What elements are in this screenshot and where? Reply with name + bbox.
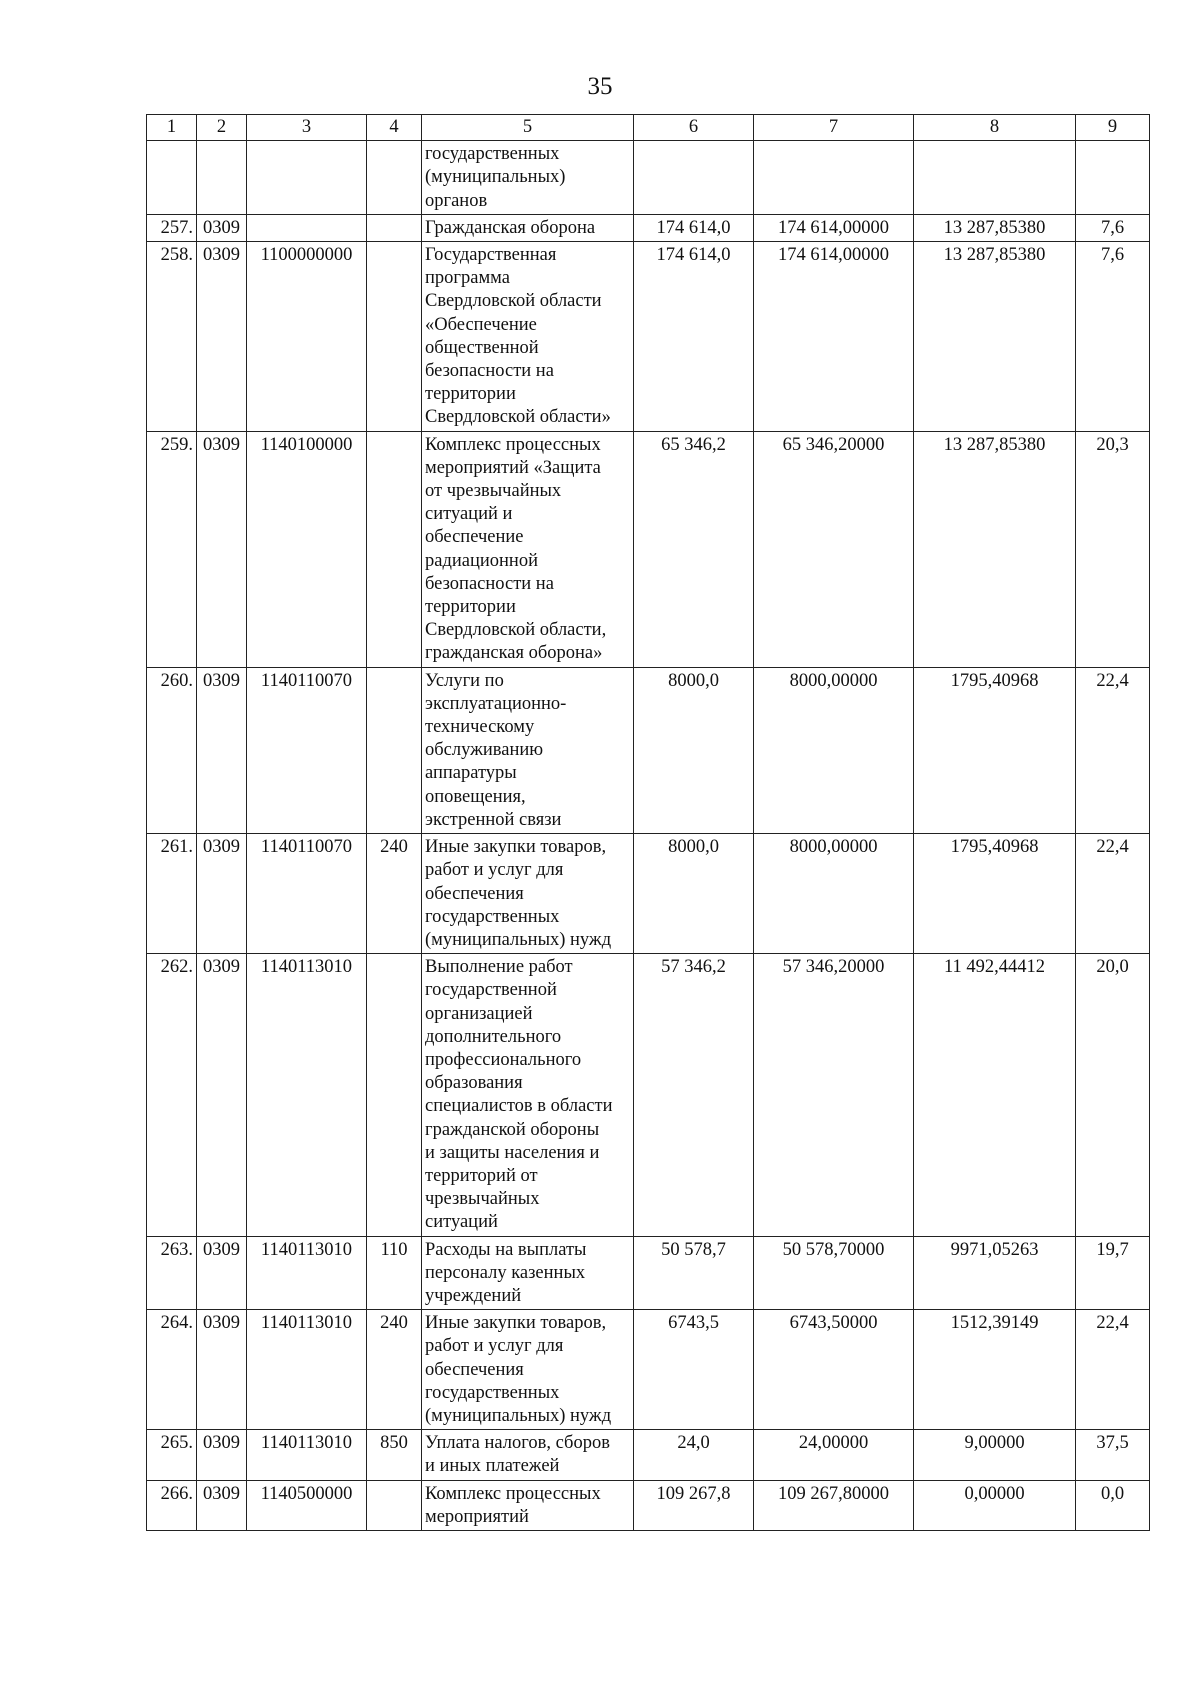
- section-code-cell: 0309: [197, 214, 247, 241]
- table-row: [147, 834, 1150, 954]
- target-code-cell: 1140500000: [247, 1480, 367, 1530]
- plan-amount-cell: 6743,5: [634, 1310, 754, 1430]
- table-row: [147, 141, 1150, 215]
- item-name-line: Свердловской области»: [425, 407, 611, 428]
- item-name-line: (муниципальных): [425, 167, 566, 188]
- percent-cell: [1076, 141, 1150, 215]
- item-name-line: органов: [425, 190, 488, 211]
- table-row: [147, 242, 1150, 432]
- row-number-cell: 258.: [147, 242, 197, 432]
- item-name-line: обеспечения: [425, 1359, 524, 1380]
- target-code-cell: [247, 214, 367, 241]
- item-name-cell: [422, 1310, 634, 1430]
- item-name-line: ситуаций и: [425, 504, 513, 525]
- item-name-line: организацией: [425, 1003, 533, 1024]
- row-number-cell: 264.: [147, 1310, 197, 1430]
- row-number-cell: 262.: [147, 954, 197, 1236]
- percent-cell: 22,4: [1076, 1310, 1150, 1430]
- executed-amount-cell: 1512,39149: [914, 1310, 1076, 1430]
- executed-amount-cell: 9971,05263: [914, 1236, 1076, 1310]
- row-number-cell: 263.: [147, 1236, 197, 1310]
- item-name-line: Уплата налогов, сборов: [425, 1433, 610, 1454]
- table-row: [147, 667, 1150, 833]
- percent-cell: 7,6: [1076, 242, 1150, 432]
- header-cell: 1: [147, 115, 197, 141]
- plan-amount-cell: 24,0: [634, 1430, 754, 1480]
- expense-type-cell: [367, 954, 422, 1236]
- plan-amount-cell: 65 346,2: [634, 431, 754, 667]
- item-name-line: Иные закупки товаров,: [425, 1313, 607, 1334]
- section-code-cell: 0309: [197, 431, 247, 667]
- item-name-line: государственной: [425, 980, 557, 1001]
- target-code-cell: 1140113010: [247, 1430, 367, 1480]
- item-name-line: учреждений: [425, 1285, 522, 1306]
- item-name-cell: [422, 1236, 634, 1310]
- item-name-line: гражданская оборона»: [425, 643, 603, 664]
- target-code-cell: 1140110070: [247, 667, 367, 833]
- item-name-cell: [422, 141, 634, 215]
- header-cell: 9: [1076, 115, 1150, 141]
- section-code-cell: 0309: [197, 1480, 247, 1530]
- expense-type-cell: [367, 141, 422, 215]
- row-number-cell: 259.: [147, 431, 197, 667]
- item-name-cell: [422, 1430, 634, 1480]
- item-name-line: персоналу казенных: [425, 1262, 586, 1283]
- expense-type-cell: 240: [367, 834, 422, 954]
- percent-cell: 37,5: [1076, 1430, 1150, 1480]
- item-name-line: мероприятий: [425, 1506, 529, 1527]
- header-cell: 4: [367, 115, 422, 141]
- item-name-line: Выполнение работ: [425, 957, 573, 978]
- percent-cell: 19,7: [1076, 1236, 1150, 1310]
- item-name-line: обеспечение: [425, 527, 524, 548]
- item-name-line: образования: [425, 1073, 523, 1094]
- item-name-line: безопасности на: [425, 361, 554, 382]
- executed-amount-cell: 9,00000: [914, 1430, 1076, 1480]
- item-name-line: оповещения,: [425, 786, 526, 807]
- item-name-line: работ и услуг для: [425, 860, 564, 881]
- item-name-line: государственных: [425, 906, 560, 927]
- percent-cell: 22,4: [1076, 834, 1150, 954]
- plan-precise-amount-cell: 6743,50000: [754, 1310, 914, 1430]
- table-row: [147, 1430, 1150, 1480]
- item-name-line: и иных платежей: [425, 1456, 560, 1477]
- table-row: [147, 1310, 1150, 1430]
- item-name-cell: [422, 834, 634, 954]
- item-name-line: (муниципальных) нужд: [425, 1405, 612, 1426]
- table-row: [147, 214, 1150, 241]
- plan-amount-cell: [634, 141, 754, 215]
- section-code-cell: 0309: [197, 667, 247, 833]
- expense-type-cell: 850: [367, 1430, 422, 1480]
- expense-type-cell: [367, 431, 422, 667]
- expense-type-cell: [367, 242, 422, 432]
- item-name-cell: [422, 667, 634, 833]
- item-name-line: эксплуатационно-: [425, 693, 567, 714]
- header-cell: 6: [634, 115, 754, 141]
- executed-amount-cell: 13 287,85380: [914, 242, 1076, 432]
- section-code-cell: 0309: [197, 1430, 247, 1480]
- executed-amount-cell: 1795,40968: [914, 834, 1076, 954]
- plan-amount-cell: 8000,0: [634, 834, 754, 954]
- item-name-line: Гражданская оборона: [425, 217, 596, 238]
- section-code-cell: 0309: [197, 954, 247, 1236]
- row-number-cell: 260.: [147, 667, 197, 833]
- expense-type-cell: 240: [367, 1310, 422, 1430]
- row-number-cell: 257.: [147, 214, 197, 241]
- item-name-line: Государственная: [425, 245, 557, 266]
- target-code-cell: 1100000000: [247, 242, 367, 432]
- plan-precise-amount-cell: 109 267,80000: [754, 1480, 914, 1530]
- percent-cell: 22,4: [1076, 667, 1150, 833]
- item-name-line: общественной: [425, 337, 539, 358]
- item-name-cell: [422, 1480, 634, 1530]
- row-number-cell: 261.: [147, 834, 197, 954]
- section-code-cell: 0309: [197, 1236, 247, 1310]
- expense-type-cell: [367, 667, 422, 833]
- header-cell: 3: [247, 115, 367, 141]
- row-number-cell: [147, 141, 197, 215]
- item-name-line: специалистов в области: [425, 1096, 613, 1117]
- target-code-cell: 1140113010: [247, 1310, 367, 1430]
- item-name-line: Расходы на выплаты: [425, 1239, 587, 1260]
- item-name-line: (муниципальных) нужд: [425, 929, 612, 950]
- executed-amount-cell: 11 492,44412: [914, 954, 1076, 1236]
- plan-amount-cell: 109 267,8: [634, 1480, 754, 1530]
- plan-precise-amount-cell: [754, 141, 914, 215]
- plan-precise-amount-cell: 8000,00000: [754, 834, 914, 954]
- target-code-cell: 1140113010: [247, 1236, 367, 1310]
- row-number-cell: 266.: [147, 1480, 197, 1530]
- item-name-line: Комплекс процессных: [425, 434, 601, 455]
- percent-cell: 20,0: [1076, 954, 1150, 1236]
- item-name-line: дополнительного: [425, 1026, 562, 1047]
- table-row: [147, 954, 1150, 1236]
- item-name-line: Комплекс процессных: [425, 1483, 601, 1504]
- item-name-cell: [422, 214, 634, 241]
- target-code-cell: [247, 141, 367, 215]
- item-name-cell: [422, 242, 634, 432]
- plan-amount-cell: 57 346,2: [634, 954, 754, 1236]
- item-name-line: обслуживанию: [425, 740, 544, 761]
- table-row: [147, 1236, 1150, 1310]
- executed-amount-cell: [914, 141, 1076, 215]
- section-code-cell: 0309: [197, 242, 247, 432]
- executed-amount-cell: 13 287,85380: [914, 431, 1076, 667]
- item-name-line: государственных: [425, 144, 560, 165]
- item-name-line: гражданской обороны: [425, 1119, 600, 1140]
- percent-cell: 20,3: [1076, 431, 1150, 667]
- percent-cell: 7,6: [1076, 214, 1150, 241]
- plan-precise-amount-cell: 65 346,20000: [754, 431, 914, 667]
- item-name-line: ситуаций: [425, 1212, 498, 1233]
- item-name-line: государственных: [425, 1382, 560, 1403]
- item-name-line: мероприятий «Защита: [425, 457, 601, 478]
- item-name-line: экстренной связи: [425, 809, 562, 830]
- row-number-cell: 265.: [147, 1430, 197, 1480]
- item-name-line: и защиты населения и: [425, 1142, 600, 1163]
- item-name-line: программа: [425, 268, 510, 289]
- plan-amount-cell: 50 578,7: [634, 1236, 754, 1310]
- header-cell: 8: [914, 115, 1076, 141]
- target-code-cell: 1140110070: [247, 834, 367, 954]
- item-name-line: территорий от: [425, 1165, 538, 1186]
- plan-amount-cell: 174 614,0: [634, 214, 754, 241]
- header-cell: 7: [754, 115, 914, 141]
- section-code-cell: 0309: [197, 834, 247, 954]
- item-name-line: территории: [425, 597, 516, 618]
- expense-type-cell: [367, 1480, 422, 1530]
- table-header-row: [147, 115, 1150, 141]
- item-name-line: от чрезвычайных: [425, 481, 562, 502]
- plan-precise-amount-cell: 50 578,70000: [754, 1236, 914, 1310]
- item-name-line: чрезвычайных: [425, 1189, 540, 1210]
- section-code-cell: [197, 141, 247, 215]
- item-name-line: обеспечения: [425, 883, 524, 904]
- page-number: 35: [587, 73, 613, 100]
- percent-cell: 0,0: [1076, 1480, 1150, 1530]
- budget-table: [146, 114, 1150, 1531]
- table-row: [147, 1480, 1150, 1530]
- executed-amount-cell: 0,00000: [914, 1480, 1076, 1530]
- expense-type-cell: [367, 214, 422, 241]
- item-name-cell: [422, 954, 634, 1236]
- plan-precise-amount-cell: 24,00000: [754, 1430, 914, 1480]
- item-name-cell: [422, 431, 634, 667]
- item-name-line: радиационной: [425, 550, 538, 571]
- item-name-line: безопасности на: [425, 573, 554, 594]
- target-code-cell: 1140113010: [247, 954, 367, 1236]
- plan-precise-amount-cell: 8000,00000: [754, 667, 914, 833]
- item-name-line: Свердловской области: [425, 291, 602, 312]
- plan-amount-cell: 174 614,0: [634, 242, 754, 432]
- item-name-line: техническому: [425, 717, 535, 738]
- item-name-line: территории: [425, 384, 516, 405]
- item-name-line: «Обеспечение: [425, 314, 537, 335]
- item-name-line: Свердловской области,: [425, 620, 607, 641]
- plan-amount-cell: 8000,0: [634, 667, 754, 833]
- header-cell: 5: [422, 115, 634, 141]
- executed-amount-cell: 13 287,85380: [914, 214, 1076, 241]
- item-name-line: Иные закупки товаров,: [425, 837, 607, 858]
- item-name-line: аппаратуры: [425, 763, 517, 784]
- executed-amount-cell: 1795,40968: [914, 667, 1076, 833]
- item-name-line: работ и услуг для: [425, 1336, 564, 1357]
- section-code-cell: 0309: [197, 1310, 247, 1430]
- header-cell: 2: [197, 115, 247, 141]
- plan-precise-amount-cell: 174 614,00000: [754, 242, 914, 432]
- plan-precise-amount-cell: 174 614,00000: [754, 214, 914, 241]
- target-code-cell: 1140100000: [247, 431, 367, 667]
- expense-type-cell: 110: [367, 1236, 422, 1310]
- item-name-line: профессионального: [425, 1049, 582, 1070]
- plan-precise-amount-cell: 57 346,20000: [754, 954, 914, 1236]
- item-name-line: Услуги по: [425, 670, 504, 691]
- table-row: [147, 431, 1150, 667]
